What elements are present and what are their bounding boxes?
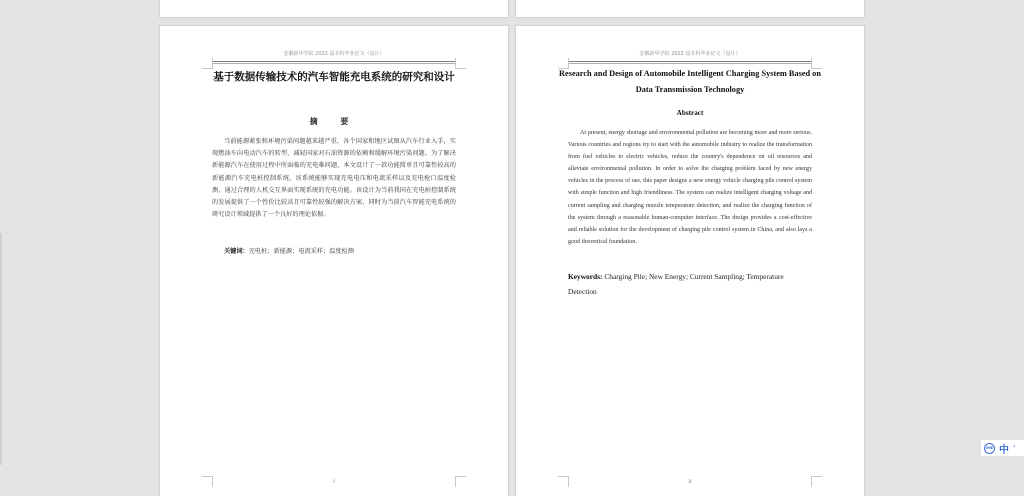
page-header-text: 安徽新华学院 2022 届本科毕业论文（设计） <box>639 51 741 57</box>
ime-punctuation-toggle[interactable]: ' <box>1013 443 1016 453</box>
page-header-text: 安徽新华学院 2022 届本科毕业论文（设计） <box>283 51 385 57</box>
previous-page-left <box>160 0 508 17</box>
chinese-keywords <box>224 246 456 255</box>
ime-logo-icon[interactable]: IME <box>984 443 995 454</box>
ime-language-toggle[interactable]: 中 <box>999 444 1009 456</box>
chinese-keywords-label: 关键词： <box>224 248 249 255</box>
previous-page-right <box>516 0 864 17</box>
english-abstract-body: At present, energy shortage and environmental pollution are becoming more and more serious. Various countries and regions try to start with the automobile industry to realize the transformation from fuel vehicles to electric vehicles, reduce the country's dependence on oil resources and alleviate environmental pollution. In order to solve the charging problem faced by new energy vehicles in the process of use, this paper designs a new energy vehicle charging pile control system with simple function and high friendliness. The system can realize intelligent charging voltage and current sampling and charging muzzle temperature detection, and realize the charging function of the system through a reasonable human-computer interface. The design provides a cost-effective and reliable solution for the development of charging pile control system in China, and also lays a good theoretical foundation. <box>568 130 812 245</box>
header-rule-thin <box>568 63 812 64</box>
ime-toolbar[interactable] <box>981 440 1024 456</box>
english-keywords-text: Charging Pile; New Energy; Current Sampling; Temperature Detection <box>568 272 784 296</box>
chinese-abstract-body: 当前能源紧张和环境污染问题越来越严重，各个国家和地区试图从汽车行业入手，实现燃油车向电动汽车的转型，减轻国家对石油资源的依赖和缓解环境污染问题。为了解决新能源汽车在使用过程中所面临的充电难问题，本文设计了一款功能简单且可靠性较高的新能源汽车充电桩控制系统，该系统能够实现充电电压和电流采样以及充电枪口温度检测，通过合理的人机交互界面实现系统的充电功能。该设计为当前我国在充电桩控制系统的发展提供了一个性价比较高且可靠性较强的解决方案，同时为当前汽车智能充电系统的研究设计领域提供了一个良好的理论依据。 <box>212 138 456 219</box>
chinese-title: 基于数据传输技术的汽车智能充电系统的研究和设计 <box>213 71 455 83</box>
crop-mark-top-right <box>455 58 466 69</box>
english-abstract-heading: Abstract <box>676 109 704 117</box>
english-keywords <box>568 270 812 299</box>
english-title: Research and Design of Automobile Intelligent Charging System Based on Data Transmission Technology <box>559 69 821 94</box>
header-rule <box>212 61 456 62</box>
page-english-abstract <box>516 26 864 496</box>
left-edge-bar <box>0 233 2 465</box>
header-rule-thin <box>212 63 456 64</box>
page-chinese-abstract <box>160 26 508 496</box>
english-keywords-label: Keywords: <box>568 272 603 281</box>
page-number: II <box>688 480 692 485</box>
chinese-abstract-heading: 摘 要 <box>309 117 359 126</box>
header-rule <box>568 61 812 62</box>
chinese-keywords-text: 充电桩；新能源；电流采样；温度检测 <box>248 248 354 255</box>
page-number: I <box>333 480 335 485</box>
